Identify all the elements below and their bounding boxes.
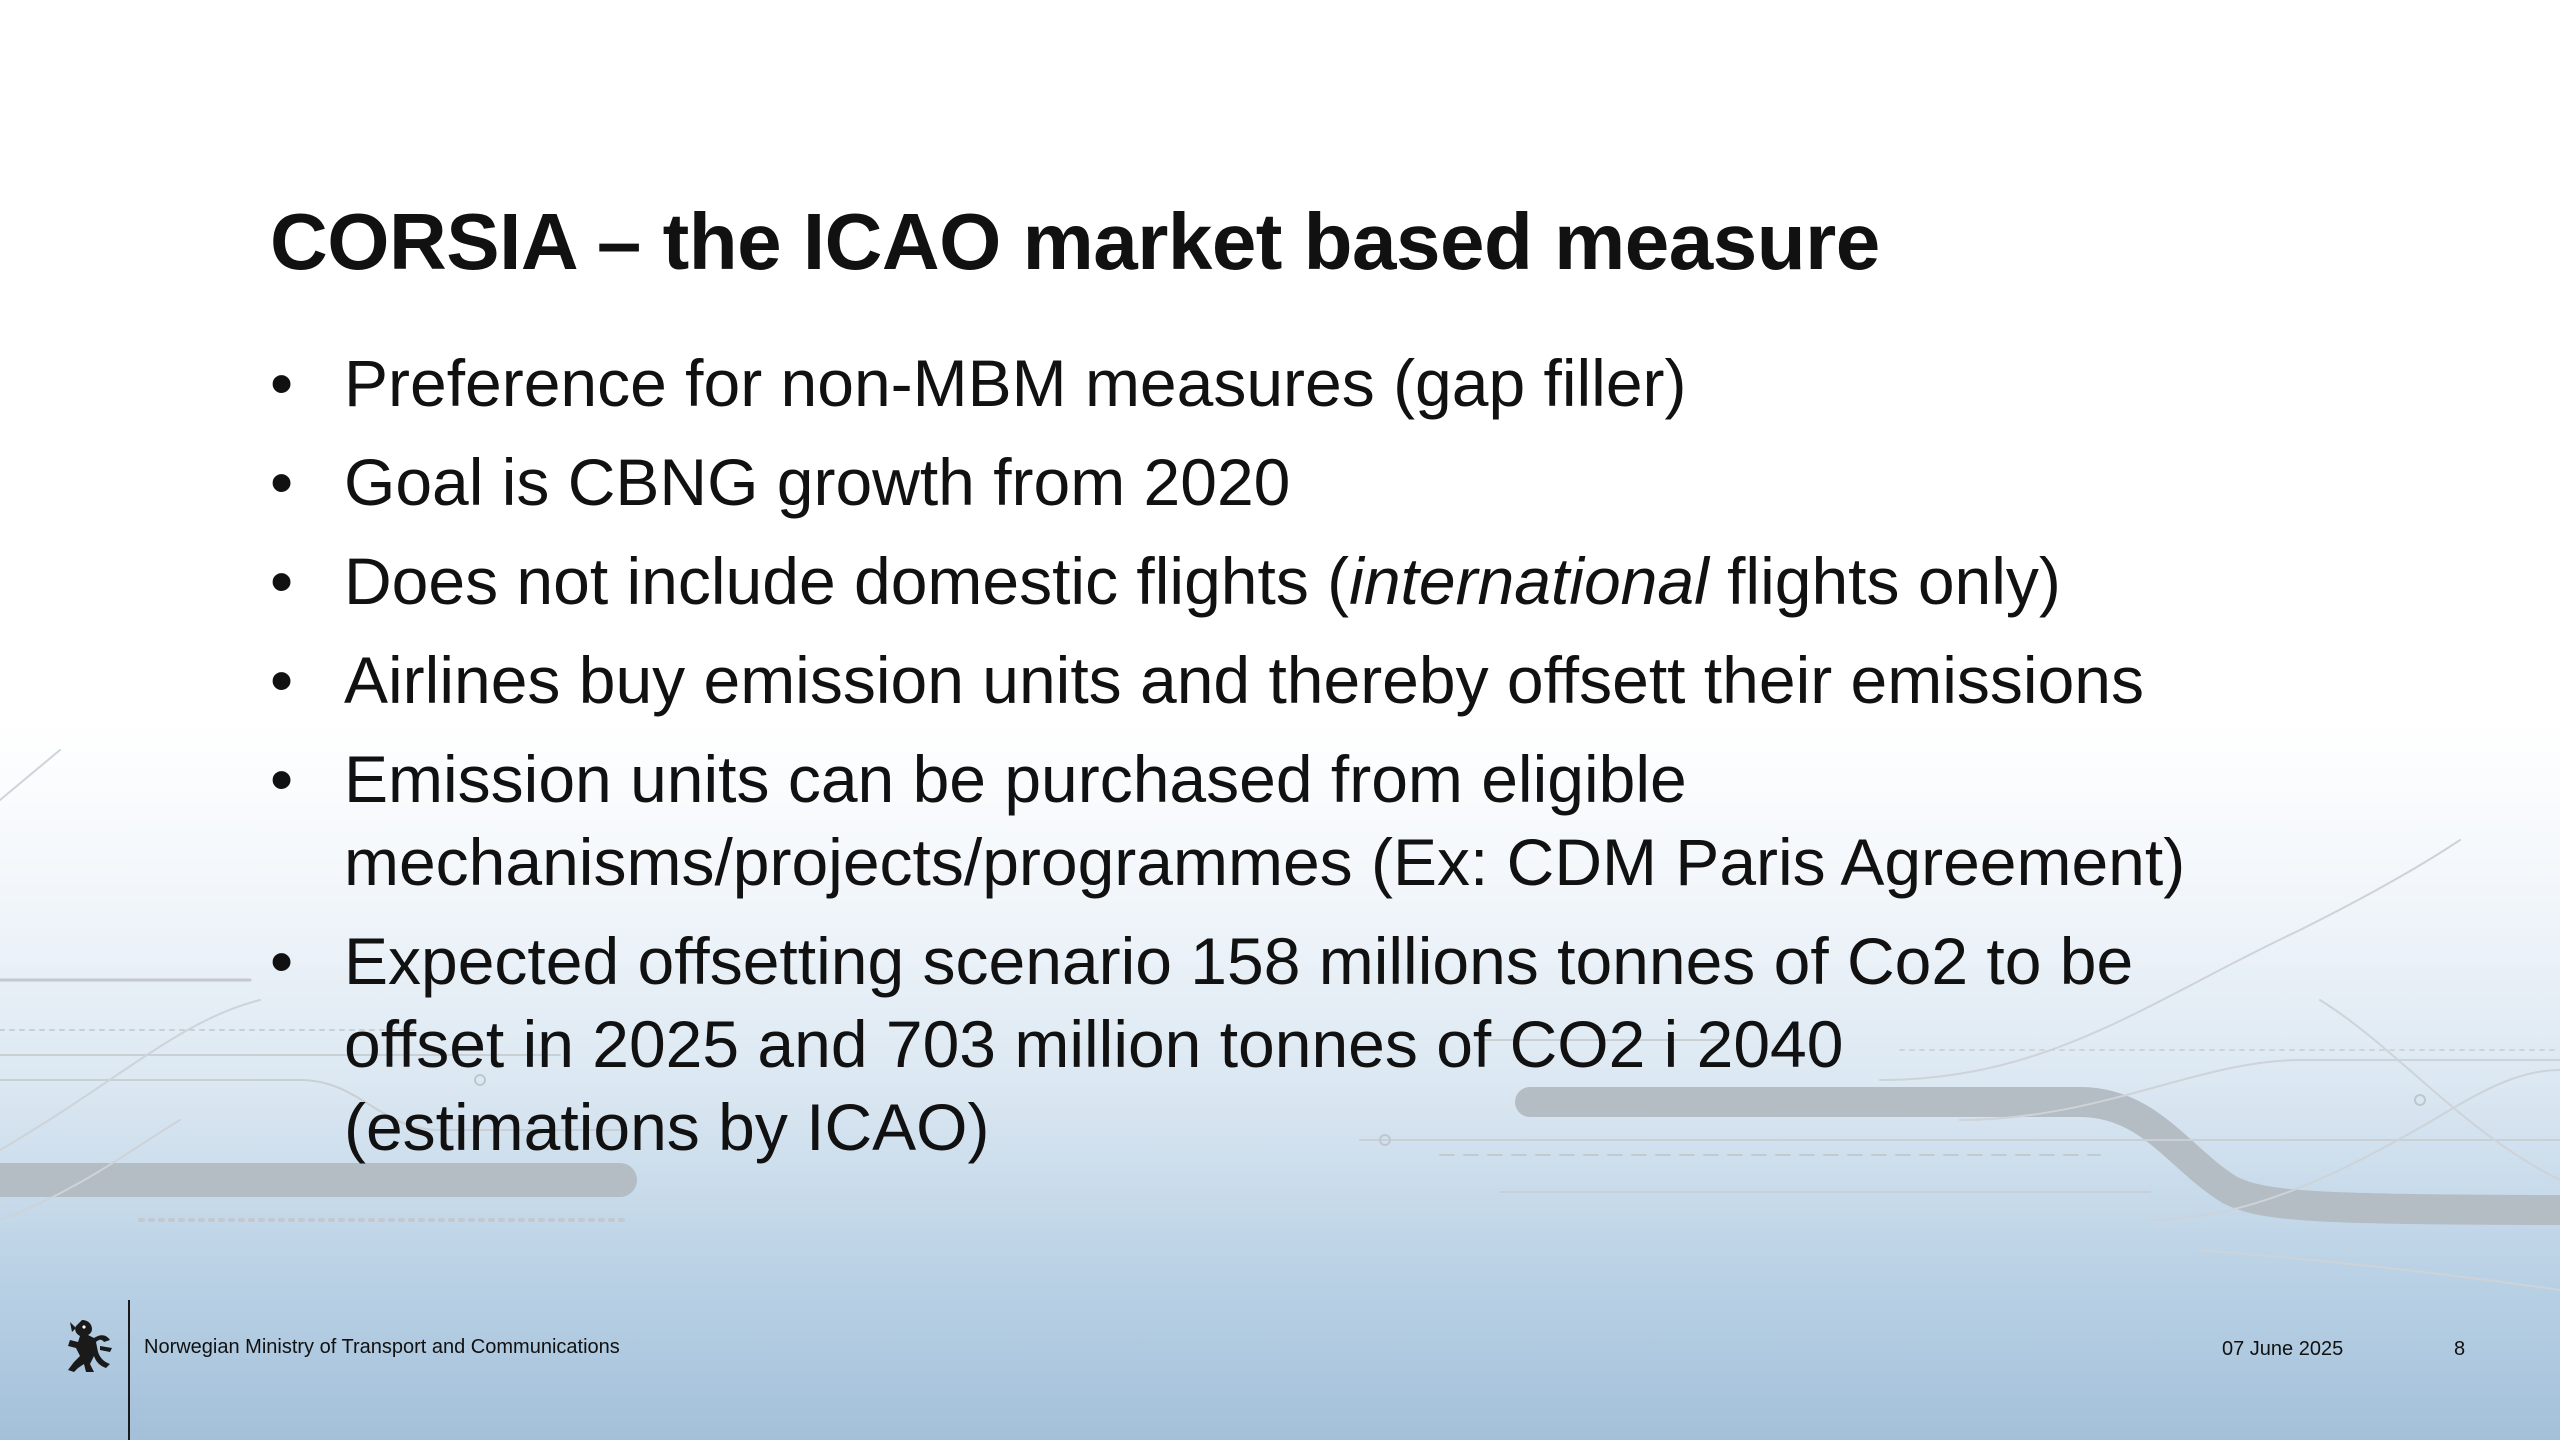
bullet-marker: •	[270, 346, 294, 420]
bullet-text-italic: international	[1349, 544, 1709, 618]
bullet-item	[270, 342, 2350, 425]
bullet-text-line-3: (estimations by ICAO)	[344, 1090, 990, 1164]
bullet-text: Airlines buy emission units and thereby offsett their emissions	[344, 643, 2144, 717]
page-number: 8	[2454, 1338, 2466, 1360]
bullet-item	[270, 738, 2350, 904]
bullet-item	[270, 540, 2350, 623]
footer-organization: Norwegian Ministry of Transport and Communications	[144, 1336, 620, 1358]
bullet-list	[270, 342, 2350, 1185]
bullet-text: Goal is CBNG growth from 2020	[344, 445, 1291, 519]
bullet-marker: •	[270, 742, 294, 816]
bullet-text-line-2: offset in 2025 and 703 million tonnes of CO2 i 2040	[344, 1007, 1844, 1081]
bullet-text: Preference for non-MBM measures (gap filler)	[344, 346, 1687, 420]
slide-title: CORSIA – the ICAO market based measure	[270, 197, 1880, 286]
footer-divider	[128, 1300, 130, 1440]
bullet-text-line-2: mechanisms/projects/programmes (Ex: CDM Paris Agreement)	[344, 825, 2186, 899]
bullet-item	[270, 920, 2350, 1169]
bullet-marker: •	[270, 445, 294, 519]
bullet-marker: •	[270, 924, 294, 998]
bullet-marker: •	[270, 544, 294, 618]
bullet-text-before: Does not include domestic flights (	[344, 544, 1350, 618]
lion-coat-of-arms-icon	[64, 1318, 114, 1374]
bullet-item	[270, 441, 2350, 524]
bullet-marker: •	[270, 643, 294, 717]
bullet-text-after: flights only)	[1708, 544, 2061, 618]
footer-date: 07 June 2025	[2222, 1338, 2344, 1360]
bullet-text-line-1: Emission units can be purchased from eligible	[344, 742, 1687, 816]
bullet-text-line-1: Expected offsetting scenario 158 millions tonnes of Co2 to be	[344, 924, 2134, 998]
bullet-item	[270, 639, 2350, 722]
